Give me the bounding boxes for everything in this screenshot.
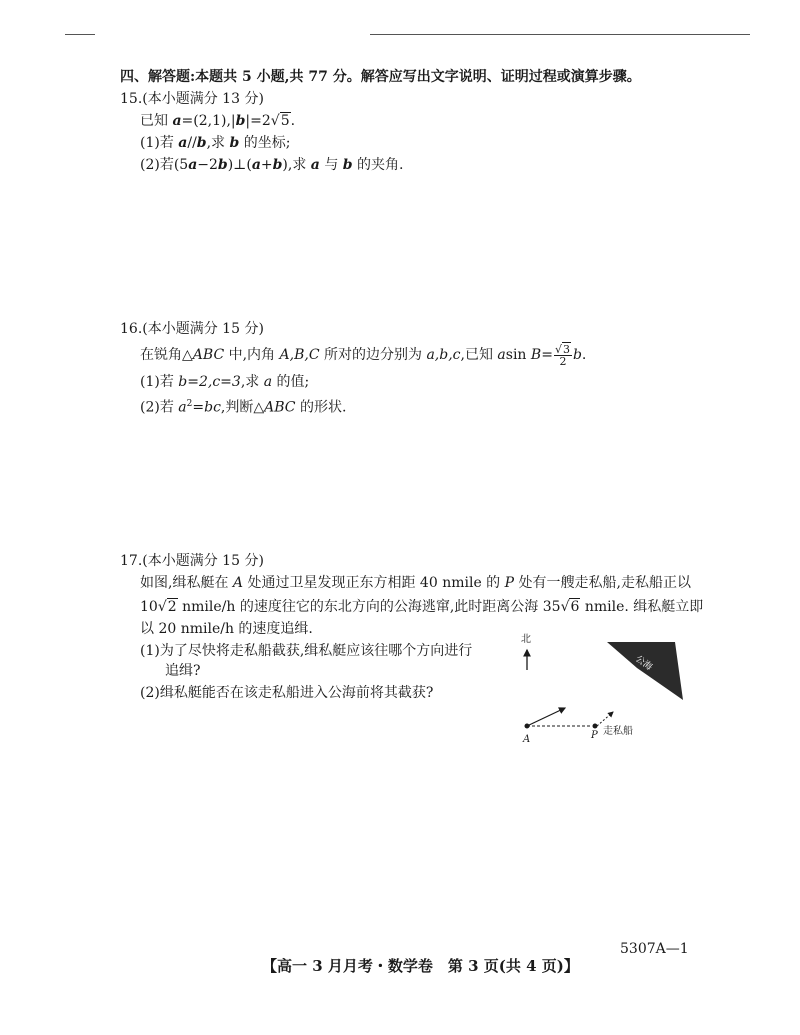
q16-heading: 16.(本小题满分 15 分): [120, 321, 264, 337]
q17-line3: 以 20 nmile/h 的速度追缉.: [140, 621, 313, 637]
q17-line1: 如图,缉私艇在 A 处通过卫星发现正东方相距 40 nmile 的 P 处有一艘走私船,走私船正以: [140, 575, 691, 591]
q15-part2: (2)若(5a−2b)⊥(a+b),求 a 与 b 的夹角.: [140, 157, 404, 173]
point-p-label: P: [591, 730, 598, 741]
q17-part1-cont: 追缉?: [165, 663, 201, 679]
q17-line2: 10√2 nmile/h 的速度往它的东北方向的公海逃窜,此时距离公海 35√6 nmile. 缉私艇立即: [140, 599, 704, 615]
sea-label: 公海: [633, 654, 654, 673]
high-seas-region: [607, 642, 683, 700]
point-p-marker: [593, 724, 598, 729]
top-rule-left: [65, 34, 95, 35]
ship-label: 走私船: [603, 726, 633, 737]
patrol-heading-arrow: [527, 708, 565, 726]
q15-part1: (1)若 a//b,求 b 的坐标;: [140, 135, 291, 151]
q16-part2: (2)若 $a^2=bc$,判断△ABC 的形状.: [140, 399, 347, 416]
q17-part2: (2)缉私艇能否在该走私船进入公海前将其截获?: [140, 685, 434, 701]
section-header: 四、解答题:本题共 5 小题,共 77 分。解答应写出文字说明、证明过程或演算步骤。: [120, 69, 641, 85]
page-code: 5307A—1: [620, 941, 689, 957]
q16-part1: (1)若 b=2,c=3,求 a 的值;: [140, 374, 310, 390]
point-a-label: A: [523, 734, 531, 745]
sqrt3-over-2: $\frac{√3}{2}$: [554, 342, 570, 368]
ship-heading-arrow: [597, 712, 613, 726]
north-label: 北: [521, 634, 531, 645]
q15-heading: 15.(本小题满分 13 分): [120, 91, 264, 107]
top-rule-right: [370, 34, 750, 35]
page-footer: 【高一 3 月月考・数学卷 第 3 页(共 4 页)】: [262, 957, 579, 975]
pursuit-diagram: [505, 628, 705, 748]
q17-part1: (1)为了尽快将走私船截获,缉私艇应该往哪个方向进行: [140, 643, 473, 659]
q16-stem: 在锐角△ABC 中,内角 A,B,C 所对的边分别为 a,b,c,已知 asin B= $\frac{√3}{2}$ b.: [140, 342, 587, 368]
q15-given: 已知 a=(2,1),|b|=2√5.: [140, 113, 296, 129]
q17-heading: 17.(本小题满分 15 分): [120, 553, 264, 569]
point-a-marker: [525, 724, 530, 729]
